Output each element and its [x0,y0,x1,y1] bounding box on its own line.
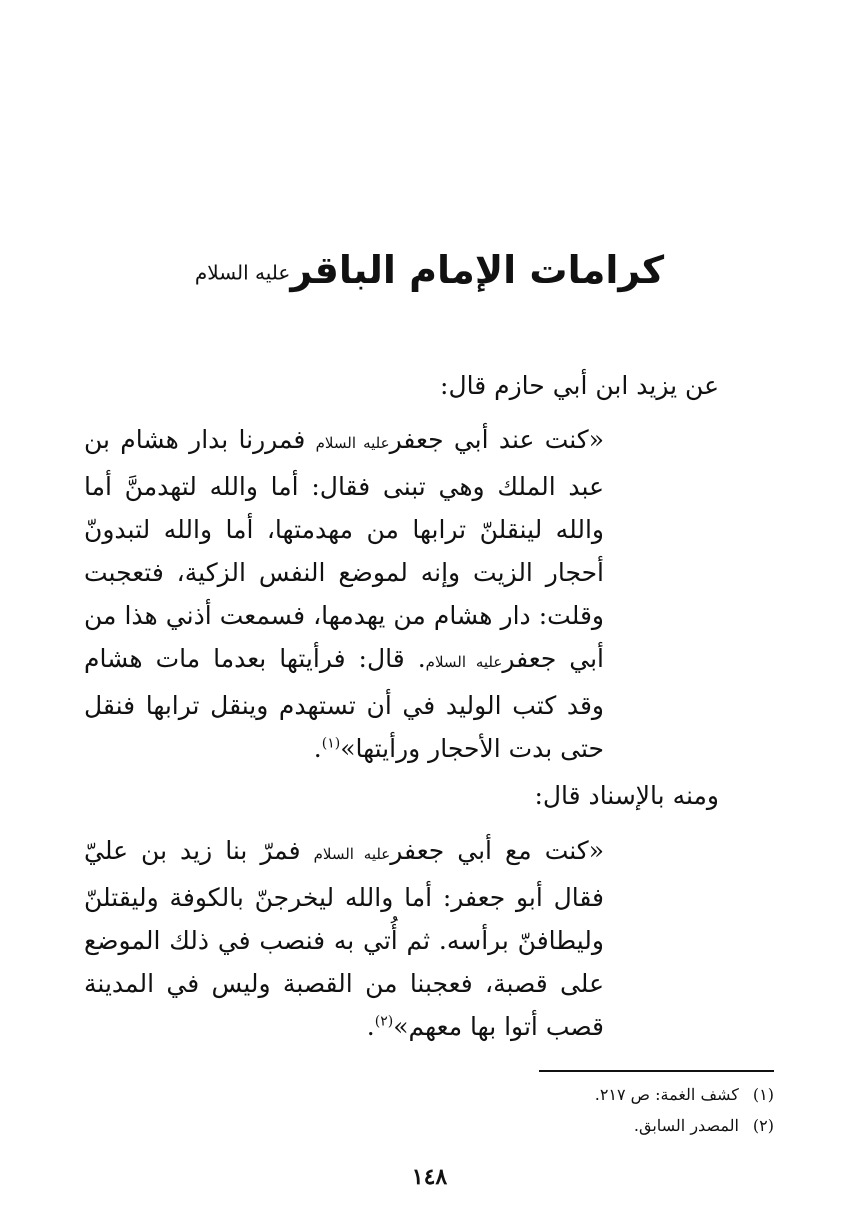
footnote-2-text: المصدر السابق. [633,1116,739,1135]
footnote-ref-1[interactable]: (١) [321,735,341,752]
page-number: ١٤٨ [411,1164,448,1190]
quote-1-part-a: «كنت عند أبي جعفر [389,425,604,454]
quote-2-honorific-a: عليه السلام [313,845,391,863]
footnote-2 [374,1114,774,1138]
footnote-ref-2[interactable]: (٢) [374,1013,394,1030]
narration-intro-2: ومنه بالإسناد قال: [534,781,719,810]
quote-1-part-b: فمررنا بدار هشام بن عبد الملك وهي تبنى فقال: أما والله لتهدمنَّ أما والله لينقلنّ ترابها من مهدمتها، أما والله لتبدونّ أحجار الزيت وإنه لموضع النفس الزكية، فتعجبت وقلت: دار هشام من يهدمها، فسمعت أذني هذا من أبي جعفر [84,425,604,673]
title-honorific: عليه السلام [194,260,291,285]
footnote-1-text: كشف الغمة: ص ٢١٧. [594,1085,739,1104]
narration-quote-2 [84,829,604,1048]
quote-1-honorific-a: عليه السلام [315,434,390,452]
quote-2-part-b: فمرّ بنا زيد بن عليّ فقال أبو جعفر: أما والله ليخرجنّ بالكوفة وليقتلنّ وليطافنّ برأسه. ثم أُتي به فنصب في ذلك الموضع على قصبة، فعجبنا من القصبة وليس في المدينة قصب أتوا بها معهم» [84,836,604,1041]
footnote-1-number: (١) [752,1085,774,1104]
quote-1-end: . [313,734,322,763]
chapter-title [0,240,859,303]
footnote-divider [539,1070,774,1072]
footnote-2-number: (٢) [752,1116,774,1135]
narration-quote-1 [84,418,604,770]
narration-intro-1: عن يزيد ابن أبي حازم قال: [440,371,719,400]
chapter-title-text: كرامات الإمام الباقر [290,248,665,292]
footnote-1 [374,1083,774,1107]
quote-2-end: . [366,1012,375,1041]
quote-1-part-c: . قال: فرأيتها بعدما مات هشام وقد كتب الوليد في أن تستهدم وينقل ترابها فنقل حتى بدت الأحجار ورأيتها» [84,644,604,763]
quote-2-part-a: «كنت مع أبي جعفر [390,836,604,865]
quote-1-honorific-b: عليه السلام [425,653,503,671]
